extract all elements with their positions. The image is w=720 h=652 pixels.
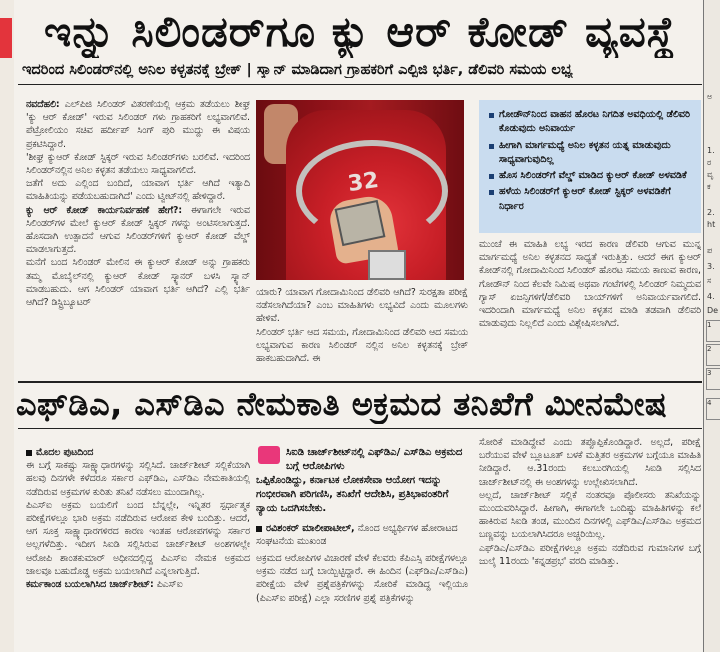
article1-column-1 — [26, 98, 250, 380]
fragment-text: ಅ — [707, 92, 713, 101]
fragment-text: 2. — [707, 208, 715, 217]
fragment-text: ಪ — [707, 246, 713, 255]
dateline: ಮೊದಲ ಪುಟದಿಂದ — [36, 447, 94, 458]
article-headline: ಎಫ್‌ಡಿಎ, ಎಸ್‌ಡಿಎ ನೇಮಕಾತಿ ಅಕ್ರಮದ ತನಿಖೆಗೆ ಮೀನಮೇಷ — [16, 385, 668, 423]
paragraph — [26, 204, 250, 257]
cell-text: 4 — [707, 399, 712, 407]
paragraph: ಅಕ್ರಮದ ಆರೋಪಿಗಳ ವಿಚಾರಣೆ ವೇಳೆ ಕೆಲವರು ಕೆಪಿಎಸ್ಸಿ ಪರೀಕ್ಷೆಗಳಲ್ಲೂ ಅಕ್ರಮ ನಡೆದ ಬಗ್ಗೆ ಬಾಯ್ಬಿಟ್ಟಿದ್ದಾರೆ. ಈ ಹಿಂದಿನ (ಎಫ್‌ಡಿಎ/ಎಸ್‌ಡಿಎ) ಪರೀಕ್ಷೆಯ ವೇಳೆ ಪ್ರಶ್ನೆಪತ್ರಿಕೆಗಳನ್ನು ಸೋರಿಕೆ ಮಾಡಿದ್ದ ಇಲ್ಲಿಯೂ (ಪಿಎಸ್‌ಐ ಪರೀಕ್ಷೆ) ಎಲ್ಲಾ ಸರಣಿಗಳ ಪ್ರಶ್ನೆ ಪತ್ರಿಕೆಗಳನ್ನು — [256, 553, 468, 604]
fragment-text: ರ — [707, 158, 712, 167]
article-subheadline: ಇದರಿಂದ ಸಿಲಿಂಡರ್‌ನಲ್ಲಿ ಅನಿಲ ಕಳ್ಳತನಕ್ಕೆ ಬ್ರೇಕ್ | ಸ್ಕ್ಯಾನ್ ಮಾಡಿದಾಗ ಗ್ರಾಹಕರಿಗೆ ಎಲ್ಪಿಜಿ ಭರ್ತಿ, ಡೆಲಿವರಿ ಸಮಯ ಲಭ್ಯ — [22, 62, 573, 78]
quote-author-name: ರವಿಶಂಕರ್ ಮಾಲೀಪಾಟೀಲ್, — [266, 523, 355, 534]
qr-code-sticker — [368, 250, 406, 280]
table-cell — [706, 368, 720, 390]
paragraph — [26, 98, 250, 151]
quote-icon — [258, 446, 280, 464]
paragraph: ಮುಂಚೆ ಈ ಮಾಹಿತಿ ಲಭ್ಯ ಇರದ ಕಾರಣ ಡೆಲಿವರಿ ಆಗುವ ಮುನ್ನ ಮಾರ್ಗಮಧ್ಯೆ ಅನಿಲ ಕಳ್ಳತನದ ಸಾಧ್ಯತೆ ಇರುತ್ತಿತ್ತು. ಆದರೆ ಈಗ ಕ್ಯುಆರ್ ಕೋಡ್‌ನಲ್ಲಿ ಗೋದಾಮಿನಿಂದ ಸಿಲಿಂಡರ್ ಹೊರಟ ಸಮಯ ಕಾಣುವ ಕಾರಣ, ಗೋಡೌನ್‌ ನಿಂದ ಕೆಲವೇ ನಿಮಿಷ ಅಥವಾ ಗಂಟೆಗಳಲ್ಲಿ ಸಿಲಿಂಡರ್ ನಿಮ್ಮದುವ ಗ್ಯಾಸ್ ಏಜನ್ಸಿಗಳಿಗೆ/ಡೆಲಿವರಿ ಬಾಯ್‌ಗಳಿಗೆ ಅನಿವಾರ್ಯವಾಗಲಿದೆ. ಇದರಿಂದಾಗಿ ಮಾರ್ಗಮಧ್ಯೆ ಅನಿಲ ಕಳ್ಳತನ ಮಾಡಿ ತಡವಾಗಿ ಡೆಲಿವರಿ ಮಾಡುವುದು ನಿಲ್ಲಲಿದೆ ಎಂದು ವಿಶ್ಲೇಷಿಸಲಾಗಿದೆ. — [479, 239, 701, 330]
quote-box — [256, 444, 468, 547]
fragment-text: 3. — [707, 262, 715, 271]
cell-text: 1 — [707, 321, 712, 329]
divider — [18, 84, 702, 85]
bullet-marker — [256, 526, 262, 532]
quote-author-role: ನೊಂದ ಅಭ್ಯರ್ಥಿಗಳ ಹೋರಾಟದ ಸಂಘಟನೆಯ ಮುಖಂಡ — [256, 523, 458, 547]
highlight-item: ಹೀಗಾಗಿ ಮಾರ್ಗಮಧ್ಯೆ ಅನಿಲ ಕಳ್ಳತನ ಯತ್ನ ಮಾಡುವುದು ಸಾಧ್ಯವಾಗುವುದಿಲ್ಲ — [487, 139, 693, 168]
quote-text: ಒಪ್ಪಿಕೊಂಡಿದ್ದು, ಕರ್ನಾಟಕ ಲೋಕಸೇವಾ ಆಯೋಗ ಇದನ್ನು ಗಂಭೀರವಾಗಿ ಪರಿಗಣಿಸಿ, ತನಿಖೆಗೆ ಆದೇಶಿಸಿ, ಪ್ರತಿಭಾವಂತರಿಗೆ ನ್ಯಾಯ ಒದಗಿಸಬೇಕು. — [256, 475, 449, 514]
quote-text-start: ಸಿಐಡಿ ಚಾರ್ಜ್‌ಶೀಟ್‌ನಲ್ಲಿ ಎಫ್‌ಡಿಎ/ ಎಸ್‌ಡಿಎ ಅಕ್ರಮದ ಬಗ್ಗೆ ಆರೋಪಿಗಳು — [286, 447, 463, 472]
paragraph: ಈ ಬಗ್ಗೆ ಸಾಕಷ್ಟು ಸಾಕ್ಷ್ಯಾಧಾರಗಳನ್ನು ಸಲ್ಲಿಸಿದೆ. ಚಾರ್ಜ್‌ಶೀಟ್ ಸಲ್ಲಿಕೆಯಾಗಿ ಹಲವು ದಿನಗಳೇ ಕಳೆದರೂ ಸರ್ಕಾರ ಎಫ್‌ಡಿಎ, ಎಸ್‌ಡಿಎ ನೇಮಕಾತಿಯಲ್ಲಿ ನಡೆದಿರುವ ಅಕ್ರಮಗಳ ಕುರಿತು ತನಿಖೆ ನಡೆಸಲು ಮುಂದಾಗಿಲ್ಲ. — [26, 460, 250, 498]
section-marker — [0, 18, 12, 58]
fragment-text: ವೃ — [707, 170, 714, 179]
table-cell — [706, 344, 720, 366]
paragraph: 'ಶೀಘ್ರ ಕ್ಯುಆರ್ ಕೋಡ್ ಸ್ಟಿಕ್ಕರ್ ಇರುವ ಸಿಲಿಂಡರ್‌ಗಳು ಬರಲಿವೆ. ಇದರಿಂದ ಸಿಲಿಂಡರ್‌ನಲ್ಲಿನ ಅನಿಲ ಕಳ್ಳತನ ತಡೆಯಲು ಸಾಧ್ಯವಾಗಲಿದೆ. — [26, 151, 250, 177]
dateline: ನವದೆಹಲಿ: — [26, 99, 60, 110]
table-cell — [706, 320, 720, 342]
left-margin — [0, 0, 14, 652]
fragment-text: ht — [707, 220, 716, 229]
divider — [18, 381, 702, 383]
paragraph: ಯಾರು? ಯಾವಾಗ ಗೋದಾಮಿನಿಂದ ಡೆಲಿವರಿ ಆಗಿದೆ? ಸುರಕ್ಷತಾ ಪರೀಕ್ಷೆ ನಡೆಸಲಾಗಿದೆಯಾ? ಎಂಬ ಮಾಹಿತಿಗಳು ಲಭ್ಯವಿದೆ ಎಂದು ಮೂಲಗಳು ಹೇಳಿವೆ. — [256, 287, 468, 325]
paragraph — [26, 578, 250, 591]
paragraph — [26, 446, 250, 459]
article2-column-3 — [479, 436, 701, 646]
paragraph: ಸೋರಿಕೆ ಮಾಡಿದ್ದೇವೆ ಎಂದು ತಪ್ಪೊಪ್ಪಿಕೊಂಡಿದ್ದಾರೆ. ಅಲ್ಲದೆ, ಪರೀಕ್ಷೆ ಬರೆಯುವ ವೇಳೆ ಬ್ಲೂಟೂತ್ ಬಳಕೆ ಮತ್ತಿತರ ಅಕ್ರಮಗಳ ಬಗ್ಗೆಯೂ ಮಾಹಿತಿ ನೀಡಿದ್ದಾರೆ. ಆ.31ರಂದು ಕಲಬುರಗಿಯಲ್ಲಿ ಸಿಐಡಿ ಸಲ್ಲಿಸಿದ ಚಾರ್ಜ್‌ಶೀಟ್‌ನಲ್ಲಿ ಈ ಅಂಶಗಳನ್ನು ಉಲ್ಲೇಖಿಸಲಾಗಿದೆ. — [479, 437, 701, 488]
fragment-text: 4. — [707, 292, 715, 301]
subheading: ಕ್ಯು ಆರ್ ಕೋಡ್ ಕಾರ್ಯನಿರ್ವಹಣೆ ಹೇಗೆ?: — [26, 204, 183, 216]
highlight-item: ಹೊಸ ಸಿಲಿಂಡರ್‌ಗೆ ವೆಲ್ಡ್ ಮಾಡಿದ ಕ್ಯುಆರ್ ಕೋಡ್ ಅಳವಡಿಕೆ — [487, 169, 693, 183]
subheading: ಕರ್ಮಕಾಂಡ ಬಯಲಾಗಿಸಿದ ಚಾರ್ಜ್‌ಶೀಟ್: — [26, 579, 154, 591]
cylinder-number: 32 — [346, 167, 381, 198]
article1-column-3 — [479, 238, 701, 380]
adjacent-column-fragment — [703, 0, 720, 652]
cell-text: 3 — [707, 369, 712, 377]
bullet-marker — [26, 450, 32, 456]
article1-column-2 — [256, 286, 468, 380]
paragraph: ಅಲ್ಲದೆ, ಚಾರ್ಜ್‌ಶೀಟ್ ಸಲ್ಲಿಕೆ ನಂತರವೂ ಪೊಲೀಸರು ತನಿಖೆಯನ್ನು ಮುಂದುವರಿಸಿದ್ದಾರೆ. ಹೀಗಾಗಿ, ಈಗಾಗಲೇ ಒಂದಿಷ್ಟು ಮಾಹಿತಿಗಳನ್ನು ಕಲೆ ಹಾಕಿರುವ ಸಿಐಡಿ ತಂಡ, ಮುಂದಿನ ದಿನಗಳಲ್ಲಿ ಎಫ್‌ಡಿಎ/ಎಸ್‌ಡಿಎ ಅಕ್ರಮದ ಬಣ್ಣವನ್ನು ಬಯಲಾಗಿಸಿದರೂ ಅಚ್ಚರಿಯಿಲ್ಲ. — [479, 489, 701, 541]
cylinder-photo — [256, 100, 464, 280]
article2-column-2 — [256, 552, 468, 646]
paragraph: ಜತೆಗೆ ಅದು ಎಲ್ಲಿಂದ ಬಂದಿದೆ, ಯಾವಾಗ ಭರ್ತಿ ಆಗಿದೆ ಇತ್ಯಾದಿ ಮಾಹಿತಿಯನ್ನು ಪಡೆಯಬಹುದಾಗಿದೆ' ಎಂದು ಟ್ವೀಟ್‌ನಲ್ಲಿ ಹೇಳಿದ್ದಾರೆ. — [26, 178, 250, 203]
paragraph-text: ಪಿಎಸ್‌ಐ — [156, 579, 183, 591]
paragraph: ಮನೆಗೆ ಬಂದ ಸಿಲಿಂಡರ್ ಮೇಲಿನ ಈ ಕ್ಯುಆರ್ ಕೋಡ್ ಅನ್ನು ಗ್ರಾಹಕರು ತಮ್ಮ ಮೊಬೈಲ್‌ನಲ್ಲಿ ಕ್ಯುಆರ್ ಕೋಡ್ ಸ್ಕ್ಯಾನರ್ ಬಳಸಿ ಸ್ಕ್ಯಾನ್ ಮಾಡಬಹುದು. ಆಗ ಸಿಲಿಂಡರ್ ಯಾವಾಗ ಭರ್ತಿ ಆಗಿದೆ? ಎಲ್ಲಿ ಭರ್ತಿ ಆಗಿದೆ? ಡಿಸ್ಟ್ರಿಬ್ಯೂಟರ್ — [26, 257, 250, 309]
cell-text: 2 — [707, 345, 712, 353]
highlight-item: ಗೋಡೌನ್‌ನಿಂದ ವಾಹನ ಹೊರಟ ನಿಗದಿತ ಅವಧಿಯಲ್ಲಿ ಡೆಲಿವರಿ ಕೊಡುವುದು ಅನಿವಾರ್ಯ — [487, 108, 693, 137]
quote-attribution — [256, 522, 468, 548]
fragment-text: De — [707, 306, 719, 315]
paragraph-text: ಈಗಾಗಲೇ ಇರುವ ಸಿಲಿಂಡರ್‌ಗಳ ಮೇಲೆ ಕ್ಯುಆರ್ ಕೋಡ್ ಸ್ಟಿಕ್ಕರ್ ಗಳನ್ನು ಅಂಟಿಸಲಾಗುತ್ತದೆ. ಹೊಸದಾಗಿ ಉತ್ಪಾದನೆ ಆಗುವ ಸಿಲಿಂಡರ್‌ಗಳಿಗೆ ಕ್ಯುಆರ್ ಕೋಡ್ ವೆಲ್ಡ್ ಮಾಡಲಾಗುತ್ತದೆ. — [26, 204, 250, 256]
paragraph: ಎಫ್‌ಡಿಎ/ಎಸ್‌ಡಿಎ ಪರೀಕ್ಷೆಗಳಲ್ಲೂ ಅಕ್ರಮ ನಡೆದಿರುವ ಗುಮಾನಿಗಳ ಬಗ್ಗೆ ಜುಲೈ 11ರಂದು 'ಕನ್ನಡಪ್ರಭ' ವರದಿ ಮಾಡಿತ್ತು. — [479, 542, 701, 567]
divider — [18, 428, 702, 429]
fragment-text: ಕ — [707, 182, 711, 191]
paragraph: ಪಿಎಸ್‌ಐ ಅಕ್ರಮ ಬಯಲಿಗೆ ಬಂದ ಬೆನ್ನಲ್ಲೇ, ಇನ್ನಿತರ ಸ್ಪರ್ಧಾತ್ಮಕ ಪರೀಕ್ಷೆಗಳಲ್ಲೂ ಭಾರಿ ಅಕ್ರಮ ನಡೆದಿರುವ ಆರೋಪ ಕೇಳಿ ಬಂದಿತ್ತು. ಆದರೆ, ಆಗ ಸೂಕ್ತ ಸಾಕ್ಷ್ಯಾಧಾರಗಳಿರದ ಕಾರಣ ಇಂತಹ ಆರೋಪಗಳನ್ನು ಸರ್ಕಾರ ಅಲ್ಲಗಳೆದಿತ್ತು. ಇದೀಗ ಸಿಐಡಿ ಸಲ್ಲಿಸಿರುವ ಚಾರ್ಜ್‌ಶೀಟ್ ಅಂಶಗಳಲ್ಲೇ ಆರೋಪಿ ಶಾಂತಕುಮಾರ್ ಅಧೀನದಲ್ಲಿದ್ದ ಪಿಎಸ್‌ಐ ನೇಮಕ ಅಕ್ರಮದ ಜಾಲವೂ ಬಹುದೊಡ್ಡ ಅಕ್ರಮ ಬಯಲಾಗಿದೆ ಎನ್ನಲಾಗುತ್ತಿದೆ. — [26, 499, 250, 577]
article-headline: ಇನ್ನು ಸಿಲಿಂಡರ್‌ಗೂ ಕ್ಯು ಆರ್ ಕೋಡ್ ವ್ಯವಸ್ಥೆ — [44, 7, 676, 56]
fragment-text: ಸ — [707, 276, 712, 285]
paragraph: ಸಿಲಿಂಡರ್ ಭರ್ತಿ ಆದ ಸಮಯ, ಗೋದಾಮಿನಿಂದ ಡೆಲಿವರಿ ಆದ ಸಮಯ ಲಭ್ಯವಾಗುವ ಕಾರಣ ಸಿಲಿಂಡರ್ ನಲ್ಲಿನ ಅನಿಲ ಕಳ್ಳತನಕ್ಕೆ ಬ್ರೇಕ್ ಹಾಕಬಹುದಾಗಿದೆ. ಈ — [256, 326, 468, 365]
paragraph-text: ಎಲ್‌ಪಿಜಿ ಸಿಲಿಂಡರ್ ವಿತರಣೆಯಲ್ಲಿ ಆಕ್ರಮ ತಡೆಯಲು ಶೀಘ್ರ 'ಕ್ಯು ಆರ್ ಕೋಡ್' ಇರುವ ಸಿಲಿಂಡರ್ ಗಳು ಗ್ರಾಹಕರಿಗೆ ಲಭ್ಯವಾಗಲಿವೆ. ಪೆಟ್ರೋಲಿಯಂ ಸಚಿವ ಹರ್ದೀಪ್ ಸಿಂಗ್ ಪುರಿ ಮುದ್ದು ಈ ವಿಷಯ ಪ್ರಕಟಿಸಿದ್ದಾರೆ. — [26, 99, 250, 150]
fragment-text: 1. — [707, 146, 715, 155]
highlights-box — [479, 100, 701, 233]
highlight-item: ಹಳೆಯ ಸಿಲಿಂಡರ್‌ಗೆ ಕ್ಯುಆರ್ ಕೋಡ್ ಸ್ಟಿಕ್ಕರ್ ಅಳವಡಿಕೆಗೆ ನಿರ್ಧಾರ — [487, 185, 693, 214]
article2-column-1 — [26, 446, 250, 646]
table-cell — [706, 398, 720, 420]
highlights-list — [487, 108, 693, 216]
